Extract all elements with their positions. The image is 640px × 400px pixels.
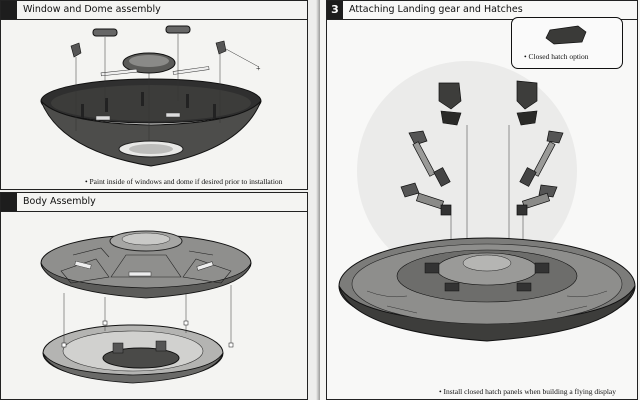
bullet: • xyxy=(85,177,88,186)
step-3-note-text: Install closed hatch panels when building a flying display xyxy=(443,387,616,396)
step-2-panel xyxy=(0,192,308,400)
landing-gear-diagram xyxy=(327,1,637,399)
step-3-panel xyxy=(326,0,638,400)
step-1-title: Window and Dome assembly xyxy=(23,4,161,15)
window-dome-diagram xyxy=(1,1,307,189)
step-1-note xyxy=(85,177,282,186)
step-3-number: 3 xyxy=(327,1,343,19)
svg-text:+: + xyxy=(256,64,261,73)
step-1-note-text: Paint inside of windows and dome if desired prior to installation xyxy=(89,177,283,186)
step-1-panel xyxy=(0,0,308,190)
step-3-title: Attaching Landing gear and Hatches xyxy=(349,4,523,15)
body-assembly-diagram xyxy=(1,193,307,399)
bullet: • xyxy=(524,52,527,61)
right-page xyxy=(320,0,640,400)
step-3-note xyxy=(439,387,616,396)
step-2-title: Body Assembly xyxy=(23,196,96,207)
bullet: • xyxy=(439,387,442,396)
closed-hatch-label-text: Closed hatch option xyxy=(528,52,589,61)
